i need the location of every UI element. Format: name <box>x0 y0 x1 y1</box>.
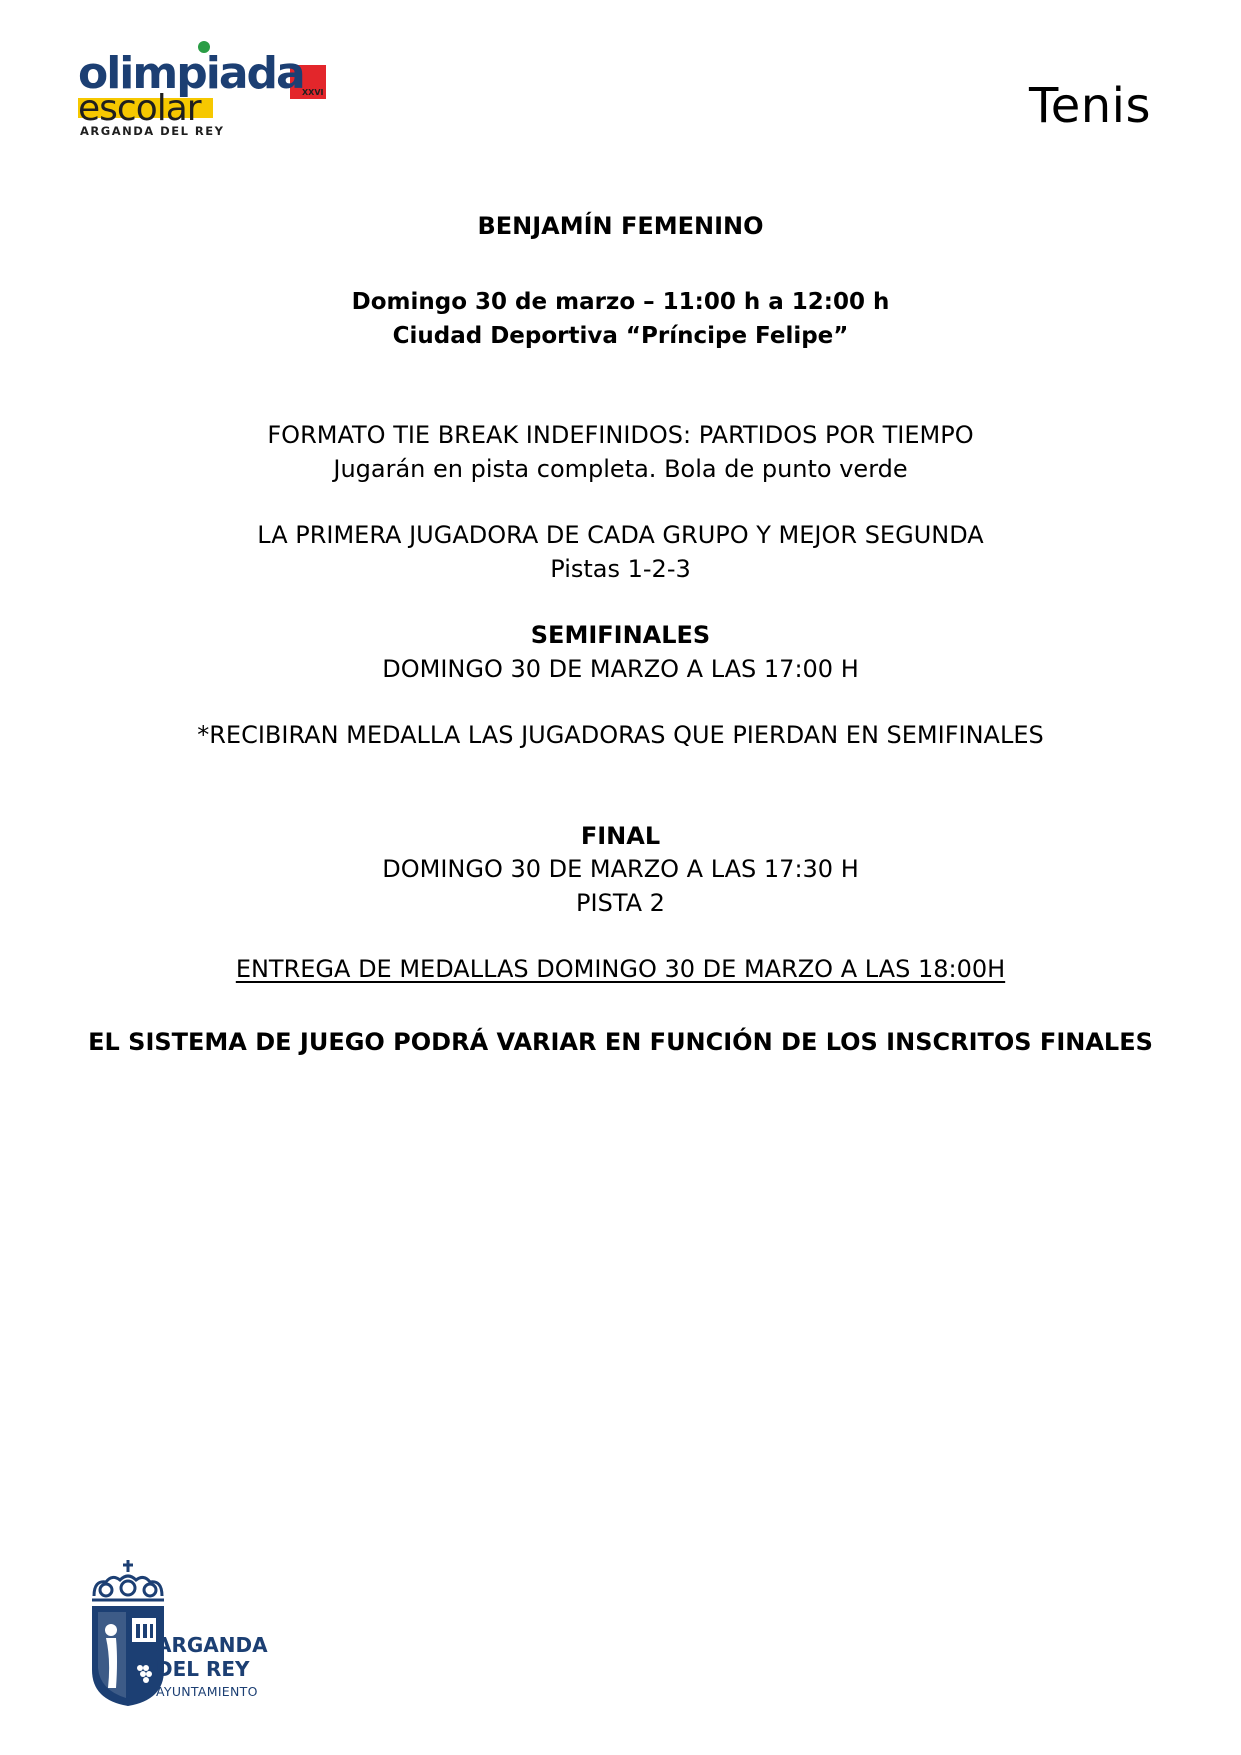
logo-edition: XXVI <box>302 88 324 97</box>
coat-of-arms-icon <box>92 1606 164 1706</box>
courts-text: Pistas 1-2-3 <box>550 555 691 583</box>
ayuntamiento-line3: AYUNTAMIENTO <box>156 1684 258 1699</box>
crown-icon <box>92 1560 164 1600</box>
sport-title: Tenis <box>1029 78 1151 134</box>
court-info-text: Jugarán en pista completa. Bola de punto verde <box>333 455 908 483</box>
logo-place: ARGANDA DEL REY <box>80 124 225 138</box>
ayuntamiento-line2: DEL REY <box>156 1657 250 1681</box>
semifinals-time: DOMINGO 30 DE MARZO A LAS 17:00 H <box>382 655 859 683</box>
ayuntamiento-logo <box>86 1560 326 1710</box>
medals-text: ENTREGA DE MEDALLAS DOMINGO 30 DE MARZO A LAS 18:00H <box>235 955 1006 983</box>
logo-word-escolar: escolar <box>78 88 201 129</box>
semifinals-title: SEMIFINALES <box>530 621 711 649</box>
final-time: DOMINGO 30 DE MARZO A LAS 17:30 H <box>382 855 859 883</box>
olimpiada-escolar-logo <box>78 40 348 160</box>
event-venue: Ciudad Deportiva “Príncipe Felipe” <box>392 323 849 349</box>
format-text: FORMATO TIE BREAK INDEFINIDOS: PARTIDOS POR TIEMPO <box>267 421 974 449</box>
final-title: FINAL <box>580 822 661 850</box>
ayuntamiento-logo-graphic <box>86 1560 326 1710</box>
category-heading: BENJAMÍN FEMENINO <box>477 212 764 240</box>
disclaimer-text: EL SISTEMA DE JUEGO PODRÁ VARIAR EN FUNCIÓN DE LOS INSCRITOS FINALES <box>88 1028 1153 1056</box>
final-court: PISTA 2 <box>576 889 665 917</box>
ayuntamiento-line1: ARGANDA <box>156 1633 268 1657</box>
event-date-time: Domingo 30 de marzo – 11:00 h a 12:00 h <box>351 289 890 315</box>
olimpiada-logo-graphic <box>78 40 348 160</box>
qualification-text: LA PRIMERA JUGADORA DE CADA GRUPO Y MEJOR SEGUNDA <box>257 521 984 549</box>
logo-word-olimpiada: olimpiada <box>78 48 304 99</box>
semifinals-note: *RECIBIRAN MEDALLA LAS JUGADORAS QUE PIERDAN EN SEMIFINALES <box>197 721 1044 749</box>
